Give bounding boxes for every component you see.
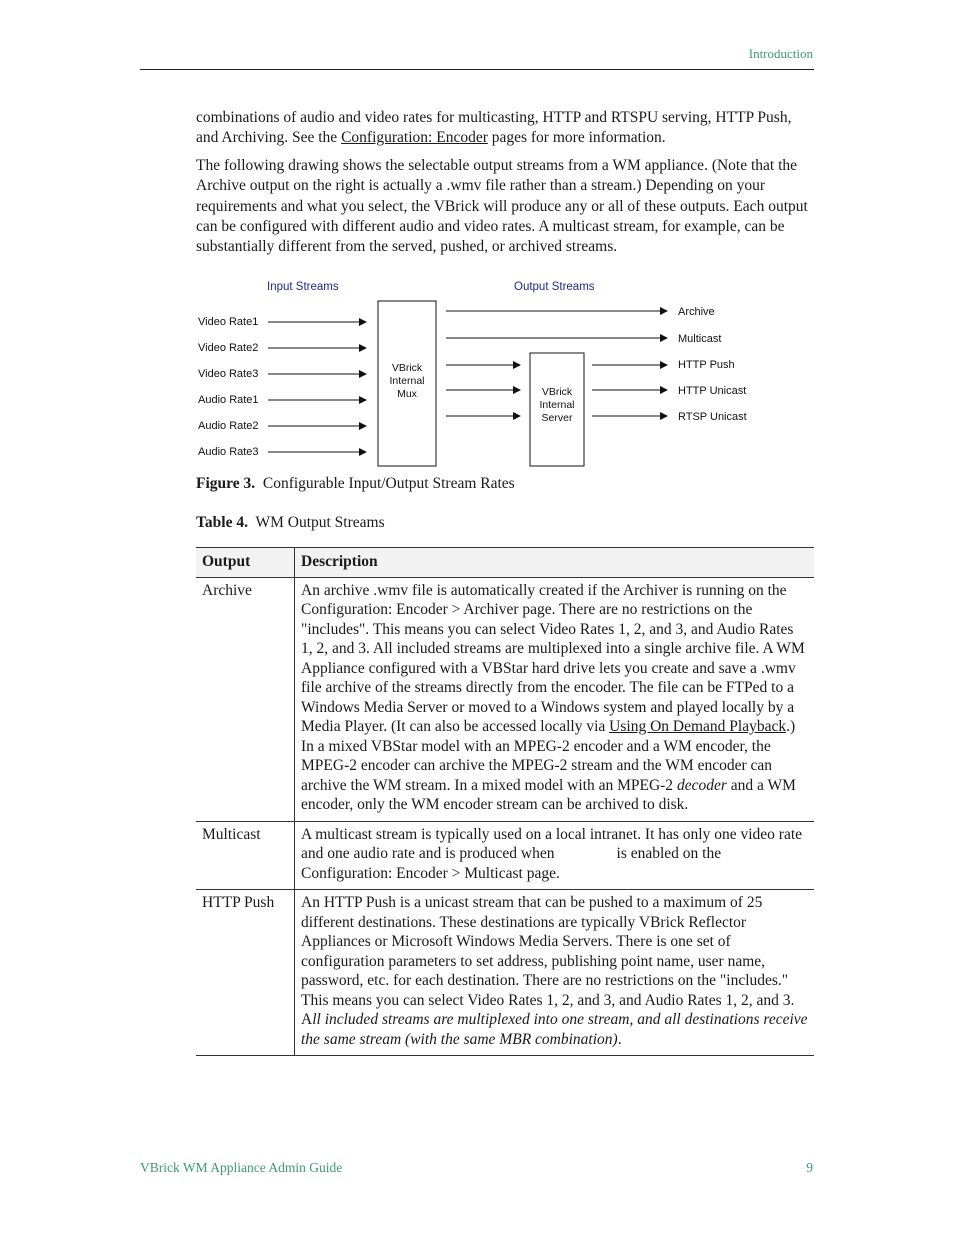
p1-text-b: pages for more information. (487, 129, 666, 147)
input-label: Video Rate1 (198, 316, 259, 328)
input-label: Audio Rate2 (198, 420, 259, 432)
table-row (196, 890, 814, 1056)
output-label: Multicast (678, 333, 722, 345)
input-label: Audio Rate1 (198, 394, 259, 406)
description-text: is enabled on the Configuration: Encoder > Multicast page. (301, 845, 722, 882)
server-label: Server (541, 412, 573, 424)
output-label: RTSP Unicast (678, 411, 747, 423)
configuration-encoder-link[interactable]: Configuration: Encoder (341, 129, 488, 147)
description-text: and a WM encoder, only the WM encoder stream can be archived to disk. (301, 776, 796, 813)
paragraph-2 (196, 156, 816, 257)
p1-text-a: combinations of audio and video rates for multicasting, HTTP and RTSPU serving, HTTP Push, and Archiving. See the (196, 109, 792, 147)
p2-text: The following drawing shows the selectable output streams from a WM appliance. (Note that the Archive output on the right is actually a .wmv file rather than a stream.) Depending on your requirements and what you select, the VBrick will produce any or all of these outputs. Each output can be configured with different audio and video rates. A multicast stream, for example, can be substantially different from the served, pushed, or archived streams. (196, 157, 808, 256)
stream-diagram (190, 276, 770, 472)
running-header: Introduction (748, 46, 813, 61)
description-italic: decoder (676, 776, 727, 794)
output-cell: Archive (196, 577, 295, 821)
input-label: Video Rate3 (198, 368, 259, 380)
output-streams-table (196, 547, 814, 1056)
page-number: 9 (806, 1160, 813, 1175)
mux-label: VBrick (391, 362, 423, 374)
output-label: Archive (678, 306, 715, 318)
figure-caption-text: Configurable Input/Output Stream Rates (262, 475, 515, 492)
description-cell (295, 890, 815, 1056)
description-cell (295, 821, 815, 890)
header-rule (140, 69, 814, 70)
server-label: VBrick (541, 386, 573, 398)
table-caption-text: WM Output Streams (255, 514, 385, 531)
output-streams-title: Output Streams (514, 281, 595, 293)
description-cell (295, 577, 815, 821)
input-label: Video Rate2 (198, 342, 259, 354)
input-streams-title: Input Streams (267, 281, 339, 293)
output-label: HTTP Unicast (678, 385, 747, 397)
mux-label: Mux (397, 388, 417, 400)
table-caption (196, 514, 385, 532)
input-label: Audio Rate3 (198, 446, 259, 458)
server-label: Internal (539, 399, 575, 411)
description-text: A multicast stream is typically used on a local intranet. It has only one video rate and one audio rate and is produced when (301, 825, 803, 862)
figure-caption (196, 475, 515, 493)
description-italic: ll included streams are multiplexed into one stream, and all destinations receive the same stream (with the same MBR combination) (301, 1011, 808, 1048)
using-on-demand-playback-link[interactable]: Using On Demand Playback (609, 718, 787, 735)
output-cell: HTTP Push (196, 890, 295, 1056)
mux-label: Internal (389, 375, 425, 387)
table-row (196, 577, 814, 821)
paragraph-1 (196, 108, 816, 149)
table-header-row (196, 548, 814, 578)
description-text: An archive .wmv file is automatically created if the Archiver is running on the Configuration: Encoder > Archiver page. There are no restrictions on the "includes". This means you can select Video Rates 1, 2, and 3, and Audio Rates 1, 2, and 3. All included streams are multiplexed into a single archive file. A WM Appliance configured with a VBStar hard drive lets you create and save a .wmv file archive of the streams directly from the encoder. The file can be FTPed to a Windows Media Server or moved to a Windows system and played locally by a Media Player. (It can also be accessed locally via (301, 581, 805, 735)
figure-caption-label: Figure 3. (196, 475, 256, 492)
description-text: .) In a mixed VBStar model with an MPEG-2 encoder and a WM encoder, the MPEG-2 encoder can archive the MPEG-2 stream and the WM encoder can archive the WM stream. In a mixed model with an MPEG-2 (301, 718, 796, 794)
output-cell: Multicast (196, 821, 295, 890)
output-label: HTTP Push (678, 359, 735, 371)
description-text: An HTTP Push is a unicast stream that can be pushed to a maximum of 25 different destinations. These destinations are typically VBrick Reflector Appliances or Microsoft Windows Media Servers. There is one set of configuration parameters to set address, publishing point name, user name, password, etc. for each destination. There are no restrictions on the "includes." This means you can select Video Rates 1, 2, and 3, and Audio Rates 1, 2, and 3. A (301, 894, 795, 1028)
table-row (196, 821, 814, 890)
column-header-description: Description (295, 548, 815, 578)
table-caption-label: Table 4. (196, 514, 248, 531)
footer-guide-title: VBrick WM Appliance Admin Guide (140, 1160, 343, 1175)
description-text: . (617, 1030, 622, 1048)
column-header-output: Output (196, 548, 295, 578)
